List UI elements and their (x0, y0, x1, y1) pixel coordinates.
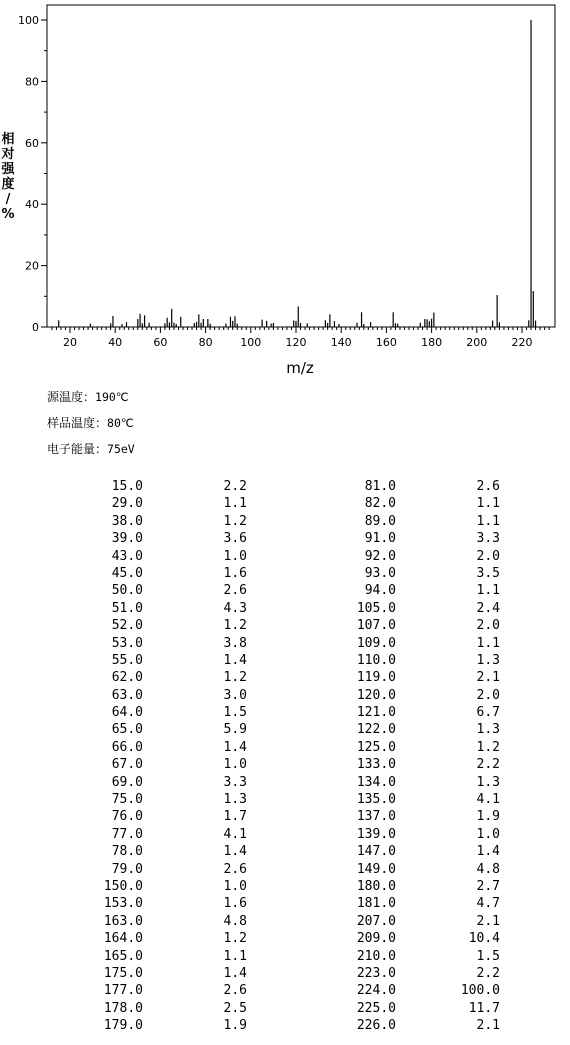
peak-row (80, 1000, 247, 1017)
peak-abundance: 6.7 (476, 705, 500, 721)
x-tick-label: 220 (511, 336, 533, 349)
plot-frame (47, 5, 555, 327)
peak-abundance: 1.9 (476, 809, 500, 825)
peak-mz: 92.0 (364, 548, 396, 564)
peak-abundance: 1.4 (223, 652, 247, 668)
peak-row (80, 739, 247, 756)
y-axis-label-char: 相 (1, 132, 15, 147)
condition-source-temperature (47, 387, 135, 413)
x-tick-label: 40 (108, 336, 123, 349)
peak-row (80, 582, 247, 599)
peak-abundance: 3.5 (476, 565, 500, 581)
peak-abundance: 1.1 (476, 496, 500, 512)
x-tick-label: 120 (285, 336, 307, 349)
peak-row (80, 774, 247, 791)
peak-abundance: 2.0 (476, 618, 500, 634)
peak-mz: 180.0 (356, 878, 396, 894)
condition-label: 电子能量： (47, 442, 108, 456)
peak-abundance: 4.1 (476, 792, 500, 808)
peak-mz: 53.0 (111, 635, 143, 651)
peak-abundance: 2.1 (476, 670, 500, 686)
peak-mz: 134.0 (356, 774, 396, 790)
peak-mz: 164.0 (103, 931, 143, 947)
peak-row (333, 826, 500, 843)
peak-row (333, 878, 500, 895)
peak-abundance: 2.6 (223, 583, 247, 599)
peak-abundance: 2.6 (223, 861, 247, 877)
peak-mz: 64.0 (111, 705, 143, 721)
peak-row (80, 878, 247, 895)
peak-mz: 179.0 (103, 1018, 143, 1034)
peak-mz: 75.0 (111, 792, 143, 808)
peak-mz: 177.0 (103, 983, 143, 999)
peak-row (333, 548, 500, 565)
peak-mz: 52.0 (111, 618, 143, 634)
peak-mz: 153.0 (103, 896, 143, 912)
condition-value: 190℃ (95, 390, 129, 404)
peak-abundance: 4.8 (223, 913, 247, 929)
peak-row (333, 808, 500, 825)
peak-mz: 82.0 (364, 496, 396, 512)
peak-row (80, 704, 247, 721)
peak-row (333, 617, 500, 634)
peak-abundance: 2.0 (476, 687, 500, 703)
peak-abundance: 1.6 (223, 565, 247, 581)
y-axis-label-char: 度 (1, 177, 15, 192)
peak-row (333, 565, 500, 582)
peak-row (333, 1017, 500, 1034)
peak-mz: 39.0 (111, 531, 143, 547)
peak-abundance: 2.1 (476, 1018, 500, 1034)
peak-abundance: 1.4 (223, 739, 247, 755)
peak-abundance: 1.1 (476, 583, 500, 599)
peak-row (80, 948, 247, 965)
x-axis-label: m/z (286, 359, 314, 377)
peak-abundance: 1.4 (476, 844, 500, 860)
peak-row (80, 791, 247, 808)
condition-label: 样品温度： (47, 416, 108, 430)
peak-abundance: 4.8 (476, 861, 500, 877)
peak-row (80, 652, 247, 669)
peak-mz: 125.0 (356, 739, 396, 755)
peak-mz: 55.0 (111, 652, 143, 668)
peak-mz: 119.0 (356, 670, 396, 686)
peak-mz: 122.0 (356, 722, 396, 738)
condition-value: 75eV (107, 442, 135, 456)
condition-electron-energy (47, 439, 135, 465)
x-tick-label: 20 (63, 336, 77, 349)
peak-mz: 45.0 (111, 565, 143, 581)
peak-abundance: 1.3 (476, 722, 500, 738)
peak-row (80, 478, 247, 495)
peak-row (80, 495, 247, 512)
peak-abundance: 5.9 (223, 722, 247, 738)
x-tick-label: 100 (240, 336, 262, 349)
peak-abundance: 2.1 (476, 913, 500, 929)
peak-mz: 67.0 (111, 757, 143, 773)
peak-mz: 135.0 (356, 792, 396, 808)
peak-mz: 15.0 (111, 479, 143, 494)
peak-abundance: 3.6 (223, 531, 247, 547)
peak-row (333, 530, 500, 547)
peak-mz: 93.0 (364, 565, 396, 581)
peak-abundance: 2.6 (476, 479, 500, 494)
peak-row (333, 774, 500, 791)
peak-row (333, 669, 500, 686)
peak-abundance: 2.0 (476, 548, 500, 564)
peak-mz: 51.0 (111, 600, 143, 616)
peak-mz: 38.0 (111, 513, 143, 529)
peak-row (80, 826, 247, 843)
peak-mz: 29.0 (111, 496, 143, 512)
peak-row (80, 756, 247, 773)
peak-row (333, 756, 500, 773)
peak-mz: 226.0 (356, 1018, 396, 1034)
peak-abundance: 2.2 (223, 479, 247, 494)
peak-mz: 50.0 (111, 583, 143, 599)
peak-mz: 79.0 (111, 861, 143, 877)
peak-row (333, 982, 500, 999)
y-tick-label: 60 (25, 136, 39, 150)
peak-row (80, 530, 247, 547)
peak-mz: 43.0 (111, 548, 143, 564)
peak-row (80, 687, 247, 704)
x-tick-label: 200 (466, 336, 488, 349)
peak-mz: 89.0 (364, 513, 396, 529)
peak-row (80, 669, 247, 686)
peak-mz: 66.0 (111, 739, 143, 755)
peak-row (80, 982, 247, 999)
spectrum-bars (59, 20, 536, 327)
peak-abundance: 2.2 (476, 965, 500, 981)
peak-row (333, 965, 500, 982)
peak-row (80, 843, 247, 860)
y-tick-label: 20 (25, 259, 39, 273)
peak-abundance: 11.7 (468, 1000, 500, 1016)
x-tick-label: 60 (153, 336, 168, 349)
acquisition-conditions (47, 387, 135, 465)
y-tick-label: 40 (25, 198, 39, 212)
peak-row (333, 913, 500, 930)
peak-row (333, 843, 500, 860)
peak-mz: 149.0 (356, 861, 396, 877)
peak-abundance: 2.2 (476, 757, 500, 773)
peak-row (333, 704, 500, 721)
peak-mz: 91.0 (364, 531, 396, 547)
peak-mz: 63.0 (111, 687, 143, 703)
peak-mz: 178.0 (103, 1000, 143, 1016)
peak-mz: 107.0 (356, 618, 396, 634)
peak-row (333, 652, 500, 669)
peak-abundance: 2.4 (476, 600, 500, 616)
peak-abundance: 1.9 (223, 1018, 247, 1034)
peak-row (333, 478, 500, 495)
peak-row (80, 565, 247, 582)
condition-label: 源温度： (47, 390, 96, 404)
peak-row (80, 965, 247, 982)
x-tick-label: 140 (330, 336, 352, 349)
peak-row (333, 1000, 500, 1017)
y-tick-label: 0 (32, 321, 39, 334)
peak-abundance: 1.5 (476, 948, 500, 964)
peak-mz: 81.0 (364, 479, 396, 494)
peak-mz: 139.0 (356, 826, 396, 842)
peak-mz: 163.0 (103, 913, 143, 929)
peak-row (80, 513, 247, 530)
peak-abundance: 1.4 (223, 965, 247, 981)
peak-row (333, 513, 500, 530)
peak-mz: 133.0 (356, 757, 396, 773)
peak-mz: 137.0 (356, 809, 396, 825)
peak-row (333, 895, 500, 912)
peak-row (80, 617, 247, 634)
peak-row (333, 721, 500, 738)
y-axis-label (0, 131, 15, 222)
peak-abundance: 1.0 (223, 878, 247, 894)
peak-abundance: 1.2 (223, 931, 247, 947)
peak-mz: 121.0 (356, 705, 396, 721)
y-axis (18, 14, 47, 334)
peak-abundance: 1.6 (223, 896, 247, 912)
peak-abundance: 1.2 (223, 618, 247, 634)
y-tick-label: 80 (25, 75, 39, 89)
peak-mz: 69.0 (111, 774, 143, 790)
peak-row (333, 687, 500, 704)
peak-abundance: 1.0 (223, 757, 247, 773)
peak-abundance: 1.5 (223, 705, 247, 721)
condition-value: 80℃ (107, 416, 134, 430)
peak-abundance: 1.1 (476, 635, 500, 651)
peak-mz: 147.0 (356, 844, 396, 860)
peak-mz: 209.0 (356, 931, 396, 947)
x-tick-label: 80 (198, 336, 213, 349)
peak-mz: 225.0 (356, 1000, 396, 1016)
peak-mz: 207.0 (356, 913, 396, 929)
peak-row (80, 1017, 247, 1034)
x-axis (52, 327, 549, 349)
peak-row (80, 913, 247, 930)
peak-abundance: 2.6 (223, 983, 247, 999)
peak-abundance: 1.4 (223, 844, 247, 860)
peak-row (333, 948, 500, 965)
x-tick-label: 180 (421, 336, 443, 349)
peak-mz: 78.0 (111, 844, 143, 860)
peak-mz: 110.0 (356, 652, 396, 668)
peak-abundance: 1.0 (223, 548, 247, 564)
x-tick-label: 160 (375, 336, 397, 349)
peak-row (80, 808, 247, 825)
peak-mz: 77.0 (111, 826, 143, 842)
peak-mz: 105.0 (356, 600, 396, 616)
peak-row (80, 895, 247, 912)
peak-abundance: 4.3 (223, 600, 247, 616)
peak-row (80, 548, 247, 565)
y-tick-label: 100 (18, 14, 39, 27)
peak-abundance: 2.5 (223, 1000, 247, 1016)
peak-row (333, 739, 500, 756)
peak-abundance: 1.7 (223, 809, 247, 825)
peak-mz: 76.0 (111, 809, 143, 825)
peak-mz: 120.0 (356, 687, 396, 703)
peak-mz: 109.0 (356, 635, 396, 651)
peak-abundance: 3.3 (476, 531, 500, 547)
peak-abundance: 1.2 (476, 739, 500, 755)
peak-row (333, 930, 500, 947)
peak-abundance: 3.8 (223, 635, 247, 651)
peak-mz: 62.0 (111, 670, 143, 686)
peak-abundance: 1.3 (476, 774, 500, 790)
y-axis-label-char: % (1, 207, 15, 222)
peak-abundance: 1.1 (223, 948, 247, 964)
peak-mz: 223.0 (356, 965, 396, 981)
peak-abundance: 3.3 (223, 774, 247, 790)
peak-mz: 210.0 (356, 948, 396, 964)
peak-mz: 165.0 (103, 948, 143, 964)
peak-row (80, 930, 247, 947)
peak-abundance: 10.4 (468, 931, 500, 947)
y-axis-label-char: / (5, 192, 11, 207)
peak-row (333, 600, 500, 617)
peak-mz: 150.0 (103, 878, 143, 894)
peak-abundance: 4.1 (223, 826, 247, 842)
peak-row (80, 635, 247, 652)
peak-table-left (80, 478, 247, 1035)
peak-mz: 181.0 (356, 896, 396, 912)
peak-table-right (333, 478, 500, 1035)
peak-row (333, 791, 500, 808)
peak-row (80, 861, 247, 878)
peak-mz: 94.0 (364, 583, 396, 599)
peak-row (333, 582, 500, 599)
peak-abundance: 1.2 (223, 670, 247, 686)
peak-mz: 65.0 (111, 722, 143, 738)
peak-mz: 224.0 (356, 983, 396, 999)
peak-abundance: 1.1 (476, 513, 500, 529)
peak-abundance: 1.3 (476, 652, 500, 668)
peak-abundance: 3.0 (223, 687, 247, 703)
mass-spectrum-chart (0, 0, 570, 380)
peak-row (333, 635, 500, 652)
y-axis-label-char: 强 (1, 162, 15, 177)
peak-abundance: 1.1 (223, 496, 247, 512)
peak-mz: 175.0 (103, 965, 143, 981)
peak-row (80, 600, 247, 617)
y-axis-label-char: 对 (1, 147, 15, 162)
peak-abundance: 100.0 (460, 983, 500, 999)
peak-row (80, 721, 247, 738)
peak-abundance: 1.0 (476, 826, 500, 842)
peak-abundance: 1.3 (223, 792, 247, 808)
peak-row (333, 495, 500, 512)
peak-row (333, 861, 500, 878)
peak-abundance: 1.2 (223, 513, 247, 529)
condition-sample-temperature (47, 413, 135, 439)
peak-abundance: 4.7 (476, 896, 500, 912)
peak-abundance: 2.7 (476, 878, 500, 894)
